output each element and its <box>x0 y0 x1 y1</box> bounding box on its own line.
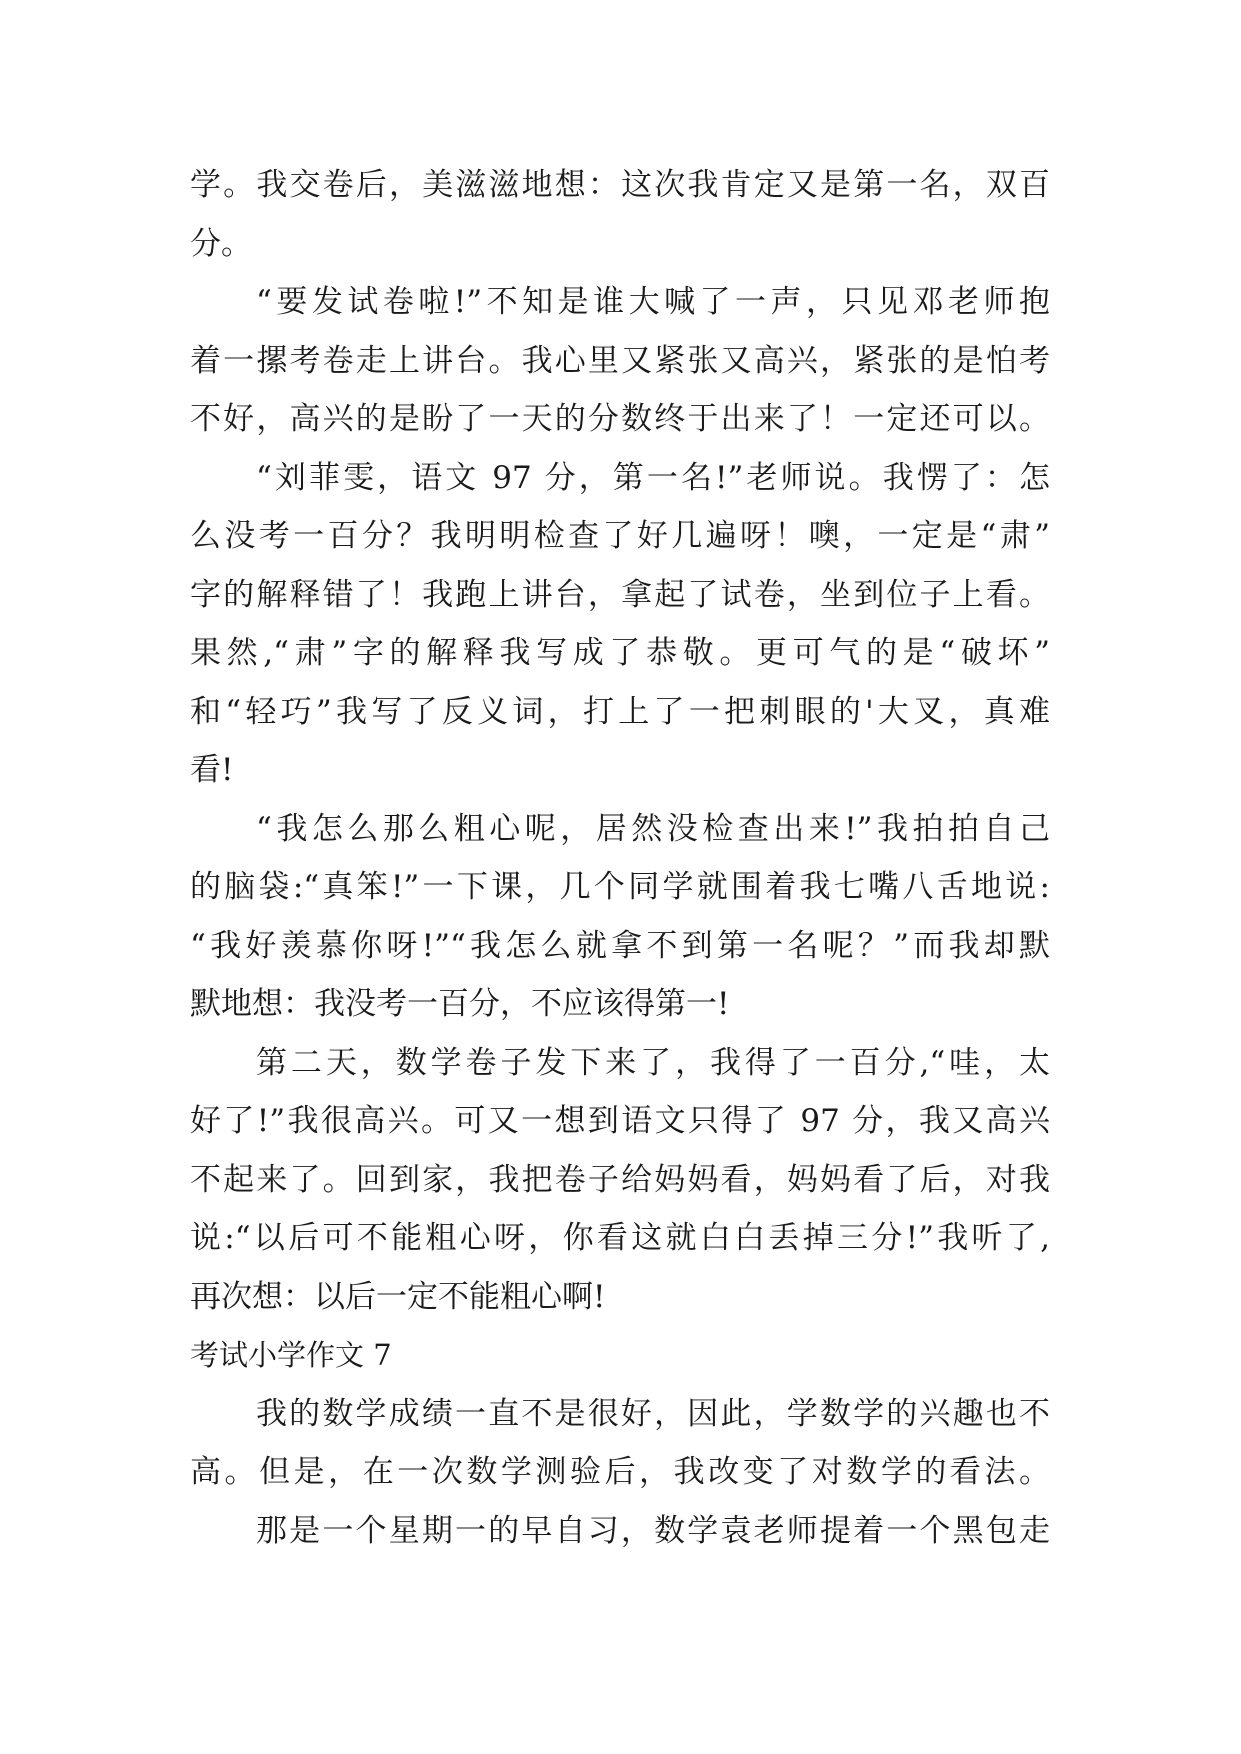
text-line: 那是一个星期一的早自习，数学袁老师提着一个黑包走 <box>256 1512 1050 1549</box>
text-line: 分。 <box>190 225 252 262</box>
text-line: 好了!”我很高兴。可又一想到语文只得了 97 分，我又高兴 <box>190 1103 1050 1139</box>
text-line: 高。但是，在一次数学测验后，我改变了对数学的看法。 <box>190 1454 1050 1490</box>
text-line: “我怎么那么粗心呢，居然没检查出来!”我拍拍自己 <box>256 810 1050 847</box>
text-line: 么没考一百分？我明明检查了好几遍呀！噢，一定是“肃” <box>190 518 1050 554</box>
text-line: “要发试卷啦!”不知是谁大喊了一声，只见邓老师抱 <box>256 284 1050 320</box>
text-line: 再次想：以后一定不能粗心啊! <box>190 1278 606 1315</box>
text-line: 不好，高兴的是盼了一天的分数终于出来了！一定还可以。 <box>190 401 1050 437</box>
text-line: 默地想：我没考一百分，不应该得第一! <box>190 986 730 1022</box>
text-line: 我的数学成绩一直不是很好，因此，学数学的兴趣也不 <box>256 1395 1050 1432</box>
text-line: 说:“以后可不能粗心呀，你看这就白白丢掉三分!”我听了, <box>190 1220 1050 1256</box>
text-line: 看! <box>190 752 234 788</box>
text-line: “刘菲雯，语文 97 分，第一名!”老师说。我愣了：怎 <box>256 459 1050 496</box>
text-line: 的脑袋:“真笨!”一下课，几个同学就围着我七嘴八舌地说: <box>190 869 1050 905</box>
text-line: 和“轻巧”我写了反义词，打上了一把刺眼的'大叉，真难 <box>190 693 1050 730</box>
text-line: “我好羡慕你呀!”“我怎么就拿不到第一名呢？”而我却默 <box>190 927 1050 964</box>
text-line: 不起来了。回到家，我把卷子给妈妈看，妈妈看了后，对我 <box>190 1161 1050 1198</box>
text-line: 果然,“肃”字的解释我写成了恭敬。更可气的是“破坏” <box>190 635 1050 671</box>
document-body <box>190 156 1050 1560</box>
text-line: 着一摞考卷走上讲台。我心里又紧张又高兴，紧张的是怕考 <box>190 342 1050 379</box>
text-line: 第二天，数学卷子发下来了，我得了一百分,“哇，太 <box>256 1044 1050 1081</box>
section-heading: 考试小学作文 7 <box>190 1338 392 1372</box>
text-line: 学。我交卷后，美滋滋地想：这次我肯定又是第一名，双百 <box>190 167 1050 203</box>
text-line: 字的解释错了！我跑上讲台，拿起了试卷，坐到位子上看。 <box>190 576 1050 613</box>
